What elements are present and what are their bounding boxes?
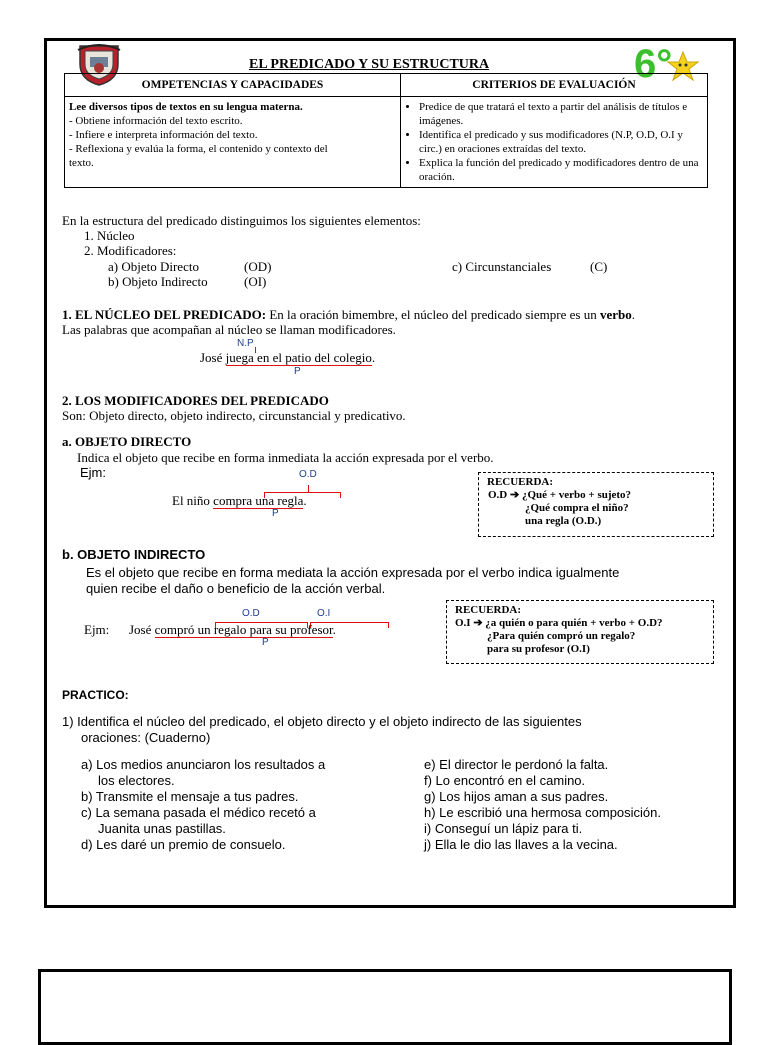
- example1-predicate: juega en el patio del colegio: [225, 350, 372, 365]
- section1-period: .: [631, 307, 635, 322]
- practice-item-a: a) Los medios anunciaron los resultados a: [81, 757, 326, 772]
- page-title: EL PREDICADO Y SU ESTRUCTURA: [249, 57, 490, 72]
- intro-item-nucleo: 1. Núcleo: [84, 228, 135, 243]
- od-ejm: Ejm:: [80, 465, 106, 480]
- criteria-item: • Identifica el predicado y sus modificadores (N.P, O.D, O.I y circ.) en oraciones extraídas del texto.: [419, 128, 703, 156]
- oi-line1: Es el objeto que recibe en forma mediata la acción expresada por el verbo indica igualmente: [86, 565, 620, 580]
- next-page-frame: [38, 969, 732, 1045]
- practice-item-b: b) Transmite el mensaje a tus padres.: [81, 789, 299, 804]
- recuerda-line: una regla (O.D.): [525, 515, 602, 527]
- competency-item: - Obtiene información del texto escrito.: [69, 115, 243, 127]
- example2-sentence: [172, 493, 307, 509]
- oi-oi-bracket-right: [388, 622, 389, 628]
- oi-heading: b. OBJETO INDIRECTO: [62, 547, 206, 562]
- label-oi: O.I: [317, 608, 331, 619]
- intro-oi: b) Objeto Indirecto: [108, 274, 208, 289]
- practice-item-e: e) El director le perdonó la falta.: [424, 757, 609, 772]
- practice-item-d: d) Les daré un premio de consuelo.: [81, 837, 286, 852]
- example2-predicate: compra una regla: [213, 493, 304, 508]
- recuerda-title: RECUERDA:: [455, 604, 521, 616]
- label-od: O.D: [242, 608, 260, 619]
- label-p: P: [262, 637, 269, 648]
- practice-item-i: i) Conseguí un lápiz para ti.: [424, 821, 583, 836]
- practice-item-h: h) Le escribió una hermosa composición.: [424, 805, 662, 820]
- od-line: Indica el objeto que recibe en forma inmediata la acción expresada por el verbo.: [77, 450, 494, 465]
- section1-text: En la oración bimembre, el núcleo del predicado siempre es un: [266, 307, 600, 322]
- example3-end: .: [332, 622, 336, 637]
- competency-item: texto.: [69, 157, 94, 169]
- intro-line: En la estructura del predicado distinguimos los siguientes elementos:: [62, 213, 421, 228]
- example1-subject: José: [200, 350, 226, 365]
- recuerda-line: ¿Para quién compró un regalo?: [487, 630, 636, 642]
- od-bracket-top: [308, 485, 309, 492]
- competency-heading: Lee diversos tipos de textos en su lengua materna.: [69, 101, 303, 113]
- recuerda-line: ¿Qué compra el niño?: [525, 502, 629, 514]
- intro-od-abbr: (OD): [244, 259, 272, 274]
- example1-end: .: [371, 350, 376, 365]
- recuerda-line: para su profesor (O.I): [487, 643, 590, 655]
- section1-paragraph: [62, 307, 635, 323]
- example3-sentence: [129, 622, 336, 638]
- criteria-header: CRITERIOS DE EVALUACIÓN: [401, 74, 708, 97]
- practice-item-g: g) Los hijos aman a sus padres.: [424, 789, 609, 804]
- od-bracket-right: [340, 492, 341, 498]
- practice-item-a-cont: los electores.: [98, 773, 175, 788]
- grade-badge: 6°: [634, 42, 673, 86]
- example2-subject: El niño: [172, 493, 214, 508]
- recuerda-line: O.I ➔ ¿a quién o para quién + verbo + O.D?: [455, 617, 663, 629]
- criteria-item: • Predice de que tratará el texto a partir del análisis de títulos e imágenes.: [419, 100, 703, 128]
- practice-item-j: j) Ella le dio las llaves a la vecina.: [424, 837, 618, 852]
- section1-line2: Las palabras que acompañan al núcleo se llaman modificadores.: [62, 322, 396, 337]
- section2-line: Son: Objeto directo, objeto indirecto, circunstancial y predicativo.: [62, 408, 406, 423]
- intro-item-modificadores: 2. Modificadores:: [84, 243, 177, 258]
- practice-right-column: [424, 757, 661, 853]
- oi-line2: quien recibe el daño o beneficio de la acción verbal.: [86, 581, 386, 596]
- competencies-cell: [65, 97, 401, 188]
- label-od: O.D: [299, 469, 317, 480]
- section1-verbo: verbo: [599, 307, 632, 322]
- recuerda-od-box: [478, 472, 714, 537]
- practice-left-column: [81, 757, 325, 853]
- practice-q1-line1: 1) Identifica el núcleo del predicado, el objeto directo y el objeto indirecto de las siguientes: [62, 714, 582, 729]
- intro-circ-abbr: (C): [590, 259, 608, 274]
- od-heading: a. OBJETO DIRECTO: [62, 434, 192, 449]
- competency-item: - Reflexiona y evalúa la forma, el contenido y contexto del: [69, 143, 328, 155]
- oi-ejm: Ejm:: [84, 622, 110, 637]
- criteria-item: • Explica la función del predicado y modificadores dentro de una oración.: [419, 156, 703, 184]
- intro-circ: c) Circunstanciales: [452, 259, 552, 274]
- practice-q1-line2: oraciones: (Cuaderno): [81, 730, 211, 745]
- intro-od: a) Objeto Directo: [108, 259, 199, 274]
- section2-heading: 2. LOS MODIFICADORES DEL PREDICADO: [62, 393, 329, 408]
- competencies-table: [64, 73, 708, 188]
- intro-oi-abbr: (OI): [244, 274, 267, 289]
- recuerda-title: RECUERDA:: [487, 476, 553, 488]
- example3-predicate: compró un regalo para su profesor: [154, 622, 333, 637]
- label-p: P: [272, 508, 279, 519]
- practice-heading: PRACTICO:: [62, 688, 129, 702]
- practice-item-c: c) La semana pasada el médico recetó a: [81, 805, 316, 820]
- competency-item: - Infiere e interpreta información del texto.: [69, 129, 258, 141]
- example1-sentence: [200, 350, 375, 366]
- label-np: N.P: [237, 338, 254, 349]
- section1-heading: 1. EL NÚCLEO DEL PREDICADO:: [62, 307, 267, 322]
- competencies-header: OMPETENCIAS Y CAPACIDADES: [65, 74, 401, 97]
- label-p: P: [294, 366, 301, 377]
- recuerda-line: O.D ➔ ¿Qué + verbo + sujeto?: [488, 489, 632, 501]
- practice-item-c-cont: Juanita unas pastillas.: [98, 821, 226, 836]
- criteria-cell: [401, 97, 708, 188]
- example3-subject: José: [129, 622, 155, 637]
- recuerda-oi-box: [446, 600, 714, 664]
- example2-end: .: [303, 493, 307, 508]
- practice-item-f: f) Lo encontró en el camino.: [424, 773, 586, 788]
